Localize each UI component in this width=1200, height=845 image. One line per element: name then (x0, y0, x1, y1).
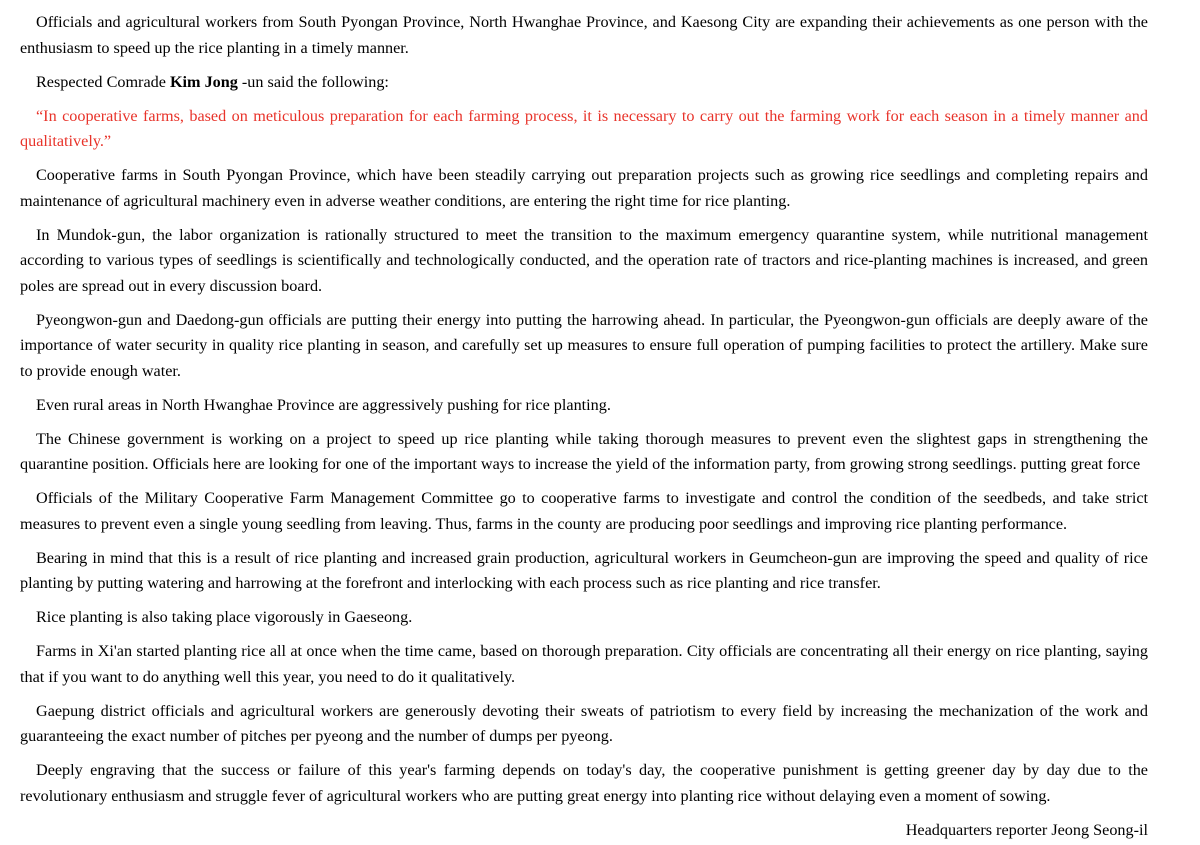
paragraph-mundok: In Mundok-gun, the labor organization is rationally structured to meet the transition to the maximum emergency quarantine system, while nutritional management according to various types of seedlings is scientifically and technologically conducted, and the operation rate of tractors and rice-planting machines is increased, and green poles are spread out in every discussion board. (20, 225, 1148, 295)
paragraph-intro: Officials and agricultural workers from South Pyongan Province, North Hwanghae Province, and Kaesong City are expanding their achievements as one person with the enthusiasm to speed up the rice planting in a timely manner. (20, 13, 1148, 57)
paragraph-attribution (20, 70, 1148, 96)
paragraph-gaeseong: Rice planting is also taking place vigorously in Gaeseong. (36, 608, 413, 626)
leader-name: Kim Jong (169, 72, 238, 91)
attribution-suffix: -un said the following: (237, 72, 389, 91)
paragraph-gaepung: Gaepung district officials and agricultural workers are generously devoting their sweats of patriotism to every field by increasing the mechanization of the work and guaranteeing the exact number of pitches per pyeong and the number of dumps per pyeong. (20, 701, 1148, 745)
paragraph-conclusion: Deeply engraving that the success or failure of this year's farming depends on today's day, the cooperative punishment is getting greener day by day due to the revolutionary enthusiasm and struggle fever of agricultural workers who are putting great energy into planting rice without delaying even a moment of sowing. (20, 761, 1148, 805)
paragraph-xian: Farms in Xi'an started planting rice all at once when the time came, based on thorough preparation. City officials are concentrating all their energy on rice planting, saying that if you want to do anything well this year, you need to do it qualitatively. (20, 642, 1148, 686)
paragraph-government: The Chinese government is working on a project to speed up rice planting while taking thorough measures to prevent even the slightest gaps in strengthening the quarantine position. Officials here are looking for one of the important ways to increase the yield of the information party, from growing strong seedlings. putting great force (20, 429, 1148, 473)
paragraph-pyeongwon: Pyeongwon-gun and Daedong-gun officials are putting their energy into putting the harrowing ahead. In particular, the Pyeongwon-gun officials are deeply aware of the importance of water security in quality rice planting in season, and carefully set up measures to ensure full operation of pumping facilities to protect the artillery. Make sure to provide enough water. (20, 310, 1148, 380)
attribution-prefix: Respected Comrade (36, 72, 170, 91)
quotation: “In cooperative farms, based on meticulous preparation for each farming process, it is necessary to carry out the farming work for each season in a timely manner and qualitatively.” (20, 106, 1148, 150)
paragraph-north-hwanghae: Even rural areas in North Hwanghae Province are aggressively pushing for rice planting. (36, 395, 611, 414)
paragraph-south-pyongan: Cooperative farms in South Pyongan Province, which have been steadily carrying out preparation projects such as growing rice seedlings and completing repairs and maintenance of agricultural machinery even in adverse weather conditions, are entering the right time for rice planting. (20, 166, 1148, 210)
paragraph-committee: Officials of the Military Cooperative Farm Management Committee go to cooperative farms to investigate and control the condition of the seedbeds, and take strict measures to prevent even a single young seedling from leaving. Thus, farms in the county are producing poor seedlings and improving rice planting performance. (20, 489, 1148, 533)
reporter-byline: Headquarters reporter Jeong Seong-il (905, 820, 1148, 839)
paragraph-geumcheon: Bearing in mind that this is a result of rice planting and increased grain production, agricultural workers in Geumcheon-gun are improving the speed and quality of rice planting by putting watering and harrowing at the forefront and interlocking with each process such as rice planting and rice transfer. (20, 548, 1148, 592)
